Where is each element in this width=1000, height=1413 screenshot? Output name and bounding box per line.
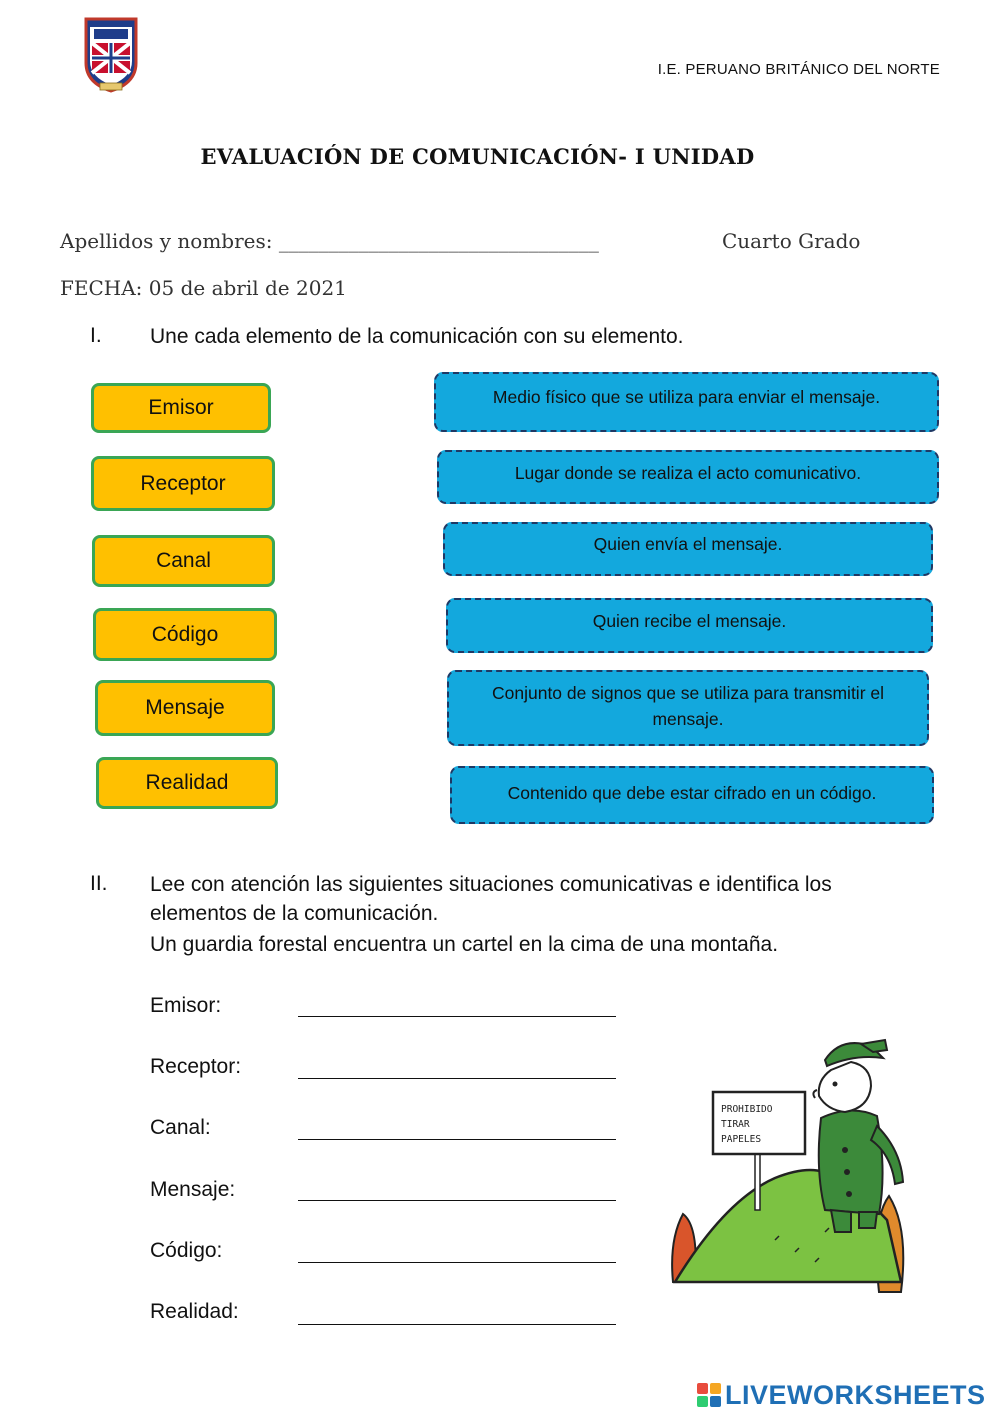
sign-text-line: PROHIBIDO xyxy=(721,1104,773,1115)
date-label: FECHA: 05 de abril de 2021 xyxy=(60,276,347,300)
sign-text-line: TIRAR xyxy=(721,1119,750,1130)
definition-card[interactable]: Conjunto de signos que se utiliza para transmitir el mensaje. xyxy=(447,670,929,746)
field-label-canal: Canal: xyxy=(150,1116,211,1139)
field-label-receptor: Receptor: xyxy=(150,1055,242,1078)
field-label-mensaje: Mensaje: xyxy=(150,1178,236,1201)
element-codigo[interactable]: Código xyxy=(93,608,277,661)
field-label-emisor: Emisor: xyxy=(150,994,222,1017)
name-field-label[interactable]: Apellidos y nombres: ________________________________ xyxy=(60,229,599,253)
field-label-realidad: Realidad: xyxy=(150,1300,239,1323)
section-1-number: I. xyxy=(90,324,102,347)
element-mensaje[interactable]: Mensaje xyxy=(95,680,275,736)
sign-text-line: PAPELES xyxy=(721,1134,762,1145)
answer-line-codigo[interactable] xyxy=(298,1262,616,1263)
element-realidad[interactable]: Realidad xyxy=(96,757,278,809)
school-crest-logo xyxy=(82,17,140,95)
definition-card[interactable]: Medio físico que se utiliza para enviar el mensaje. xyxy=(434,372,939,432)
section-2-instruction-line2: elementos de la comunicación. xyxy=(150,902,439,925)
section-1-instruction: Une cada elemento de la comunicación con su elemento. xyxy=(150,325,684,348)
liveworksheets-brand: LIVEWORKSHEETS xyxy=(725,1379,986,1410)
section-2-situation: Un guardia forestal encuentra un cartel en la cima de una montaña. xyxy=(150,933,779,956)
element-emisor[interactable]: Emisor xyxy=(91,383,271,433)
liveworksheets-icon xyxy=(697,1383,721,1407)
school-name: I.E. PERUANO BRITÁNICO DEL NORTE xyxy=(657,61,940,78)
forest-ranger-illustration xyxy=(665,1000,935,1300)
element-canal[interactable]: Canal xyxy=(92,535,275,587)
answer-line-canal[interactable] xyxy=(298,1139,616,1140)
element-receptor[interactable]: Receptor xyxy=(91,456,275,511)
answer-line-realidad[interactable] xyxy=(298,1324,616,1325)
section-2-number: II. xyxy=(90,872,108,895)
section-2-instruction-line1: Lee con atención las siguientes situaciones comunicativas e identifica los xyxy=(150,873,832,896)
definition-card[interactable]: Lugar donde se realiza el acto comunicativo. xyxy=(437,450,939,504)
answer-line-receptor[interactable] xyxy=(298,1078,616,1079)
definition-card[interactable]: Quien recibe el mensaje. xyxy=(446,598,933,653)
definition-card[interactable]: Quien envía el mensaje. xyxy=(443,522,933,576)
liveworksheets-logo xyxy=(697,1378,997,1412)
field-label-codigo: Código: xyxy=(150,1239,223,1262)
answer-line-emisor[interactable] xyxy=(298,1016,616,1017)
answer-line-mensaje[interactable] xyxy=(298,1200,616,1201)
grade-label: Cuarto Grado xyxy=(722,229,861,253)
page-title: EVALUACIÓN DE COMUNICACIÓN- I UNIDAD xyxy=(200,144,755,169)
definition-card[interactable]: Contenido que debe estar cifrado en un código. xyxy=(450,766,934,824)
